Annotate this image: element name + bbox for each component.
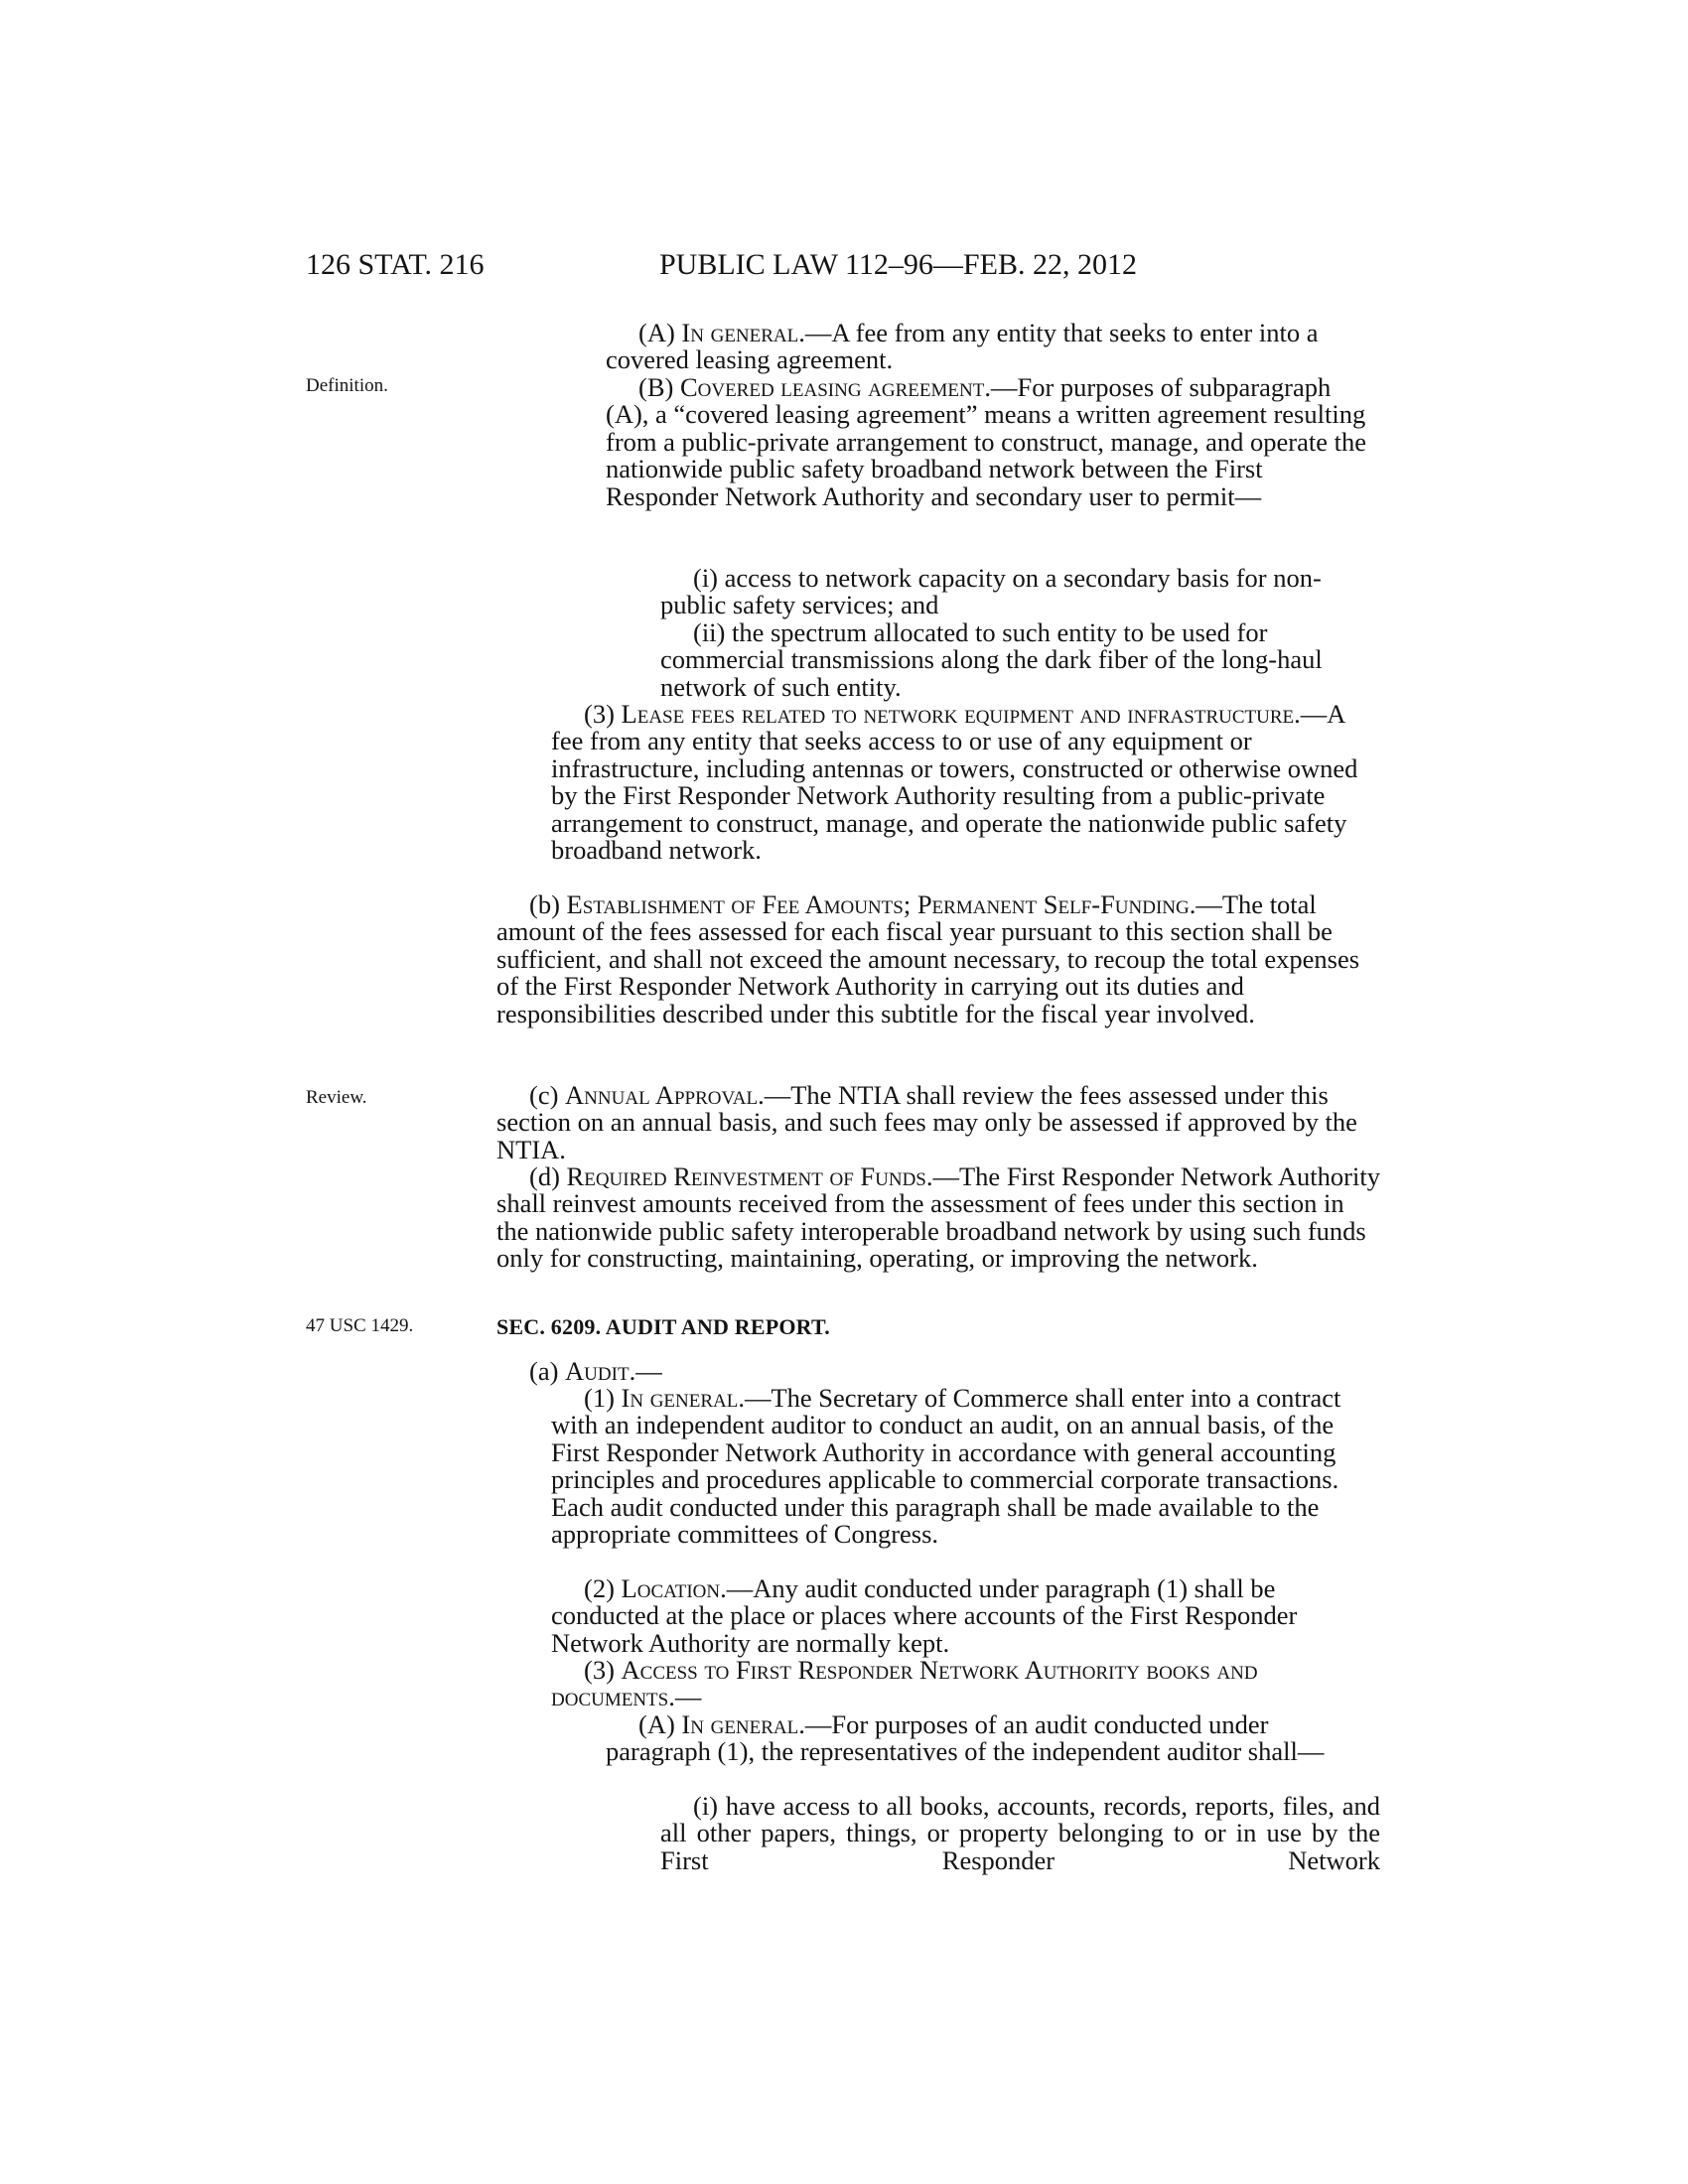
margin-note-definition: Definition.: [306, 375, 388, 396]
heading-in-general: In general: [621, 1383, 739, 1413]
heading-audit: Audit: [565, 1356, 630, 1386]
heading-establishment-of-fee-amounts: Establishment of Fee Amounts; Permanent Self-Funding: [566, 889, 1190, 919]
para-a3-A: (A) In general.—For purposes of an audit conducted under paragraph (1), the representatives of the independent auditor shall—: [606, 1709, 1325, 1767]
heading-access-to-books: Access to First Responder Network Authority books and documents: [551, 1655, 1258, 1712]
subsection-b: (b) Establishment of Fee Amounts; Permanent Self-Funding.—The total amount of the fees assessed for each fiscal year pursuant to this section shall be sufficient, and shall not exceed the amount necessary, to recoup the total expenses of the First Responder Network Authority in carrying out its duties and responsibilities described under this subtitle for the fiscal year involved.: [496, 889, 1360, 1028]
subsection-d: (d) Required Reinvestment of Funds.—The First Responder Network Authority shall reinvest amounts received from the assessment of fees under this section in the nationwide public safety interoperable broadband network by using such funds only for constructing, maintaining, operating, or improving the network.: [496, 1161, 1380, 1274]
para-a2-A: (A) In general.—A fee from any entity that seeks to enter into a covered leasing agreement.: [606, 318, 1319, 375]
heading-covered-leasing-agreement: Covered leasing agreement: [679, 372, 985, 402]
heading-location: Location: [621, 1573, 721, 1603]
para-a1-in-general: (1) In general.—The Secretary of Commerce shall enter into a contract with an independent auditor to conduct an audit, on an annual basis, of the First Responder Network Authority in accordance with general accounting principles and procedures applicable to commercial corporate transactions. Each audit conducted under this paragraph shall be made available to the appropriate committees of Congress.: [551, 1383, 1341, 1550]
margin-note-review: Review.: [306, 1087, 367, 1108]
para-a3-lease-fees: (3) Lease fees related to network equipment and infrastructure.—A fee from any entity that seeks access to or use of any equipment or infrastructure, including antennas or towers, constructed or otherwise owned by the First Responder Network Authority resulting from a public-private arrangement to construct, manage, and operate the nationwide public safety broadband network.: [551, 699, 1358, 866]
para-a3-access: (3) Access to First Responder Network Authority books and documents.—: [551, 1655, 1258, 1712]
heading-annual-approval: Annual Approval: [565, 1080, 759, 1110]
para-a2-location: (2) Location.—Any audit conducted under paragraph (1) shall be conducted at the place or places where accounts of the First Responder Network Authority are normally kept.: [551, 1573, 1298, 1658]
heading-lease-fees: Lease fees related to network equipment and infrastructure: [621, 699, 1295, 729]
para-a2-B: (B) Covered leasing agreement.—For purposes of subparagraph (A), a “covered leasing agreement” means a written agreement resulting from a public-private arrangement to construct, manage, and operate the nationwide public safety broadband network between the First Responder Network Authority and secondary user to permit—: [606, 372, 1366, 511]
clause-i: (i) access to network capacity on a secondary basis for non-public safety services; and: [660, 563, 1322, 620]
page-stat-number: 126 STAT. 216: [306, 248, 485, 281]
margin-note-usc: 47 USC 1429.: [306, 1315, 414, 1336]
subsection-a-audit: (a) Audit.—: [529, 1356, 662, 1386]
clause-a3-A-i: (i) have access to all books, accounts, records, reports, files, and all other papers, things, or property belonging to or in use by the First Responder Network: [660, 1791, 1380, 1875]
heading-in-general: In general: [681, 318, 799, 347]
subsection-c: (c) Annual Approval.—The NTIA shall review the fees assessed under this section on an annual basis, and such fees may only be assessed if approved by the NTIA.: [496, 1080, 1357, 1164]
heading-required-reinvestment: Required Reinvestment of Funds: [566, 1161, 926, 1191]
clause-ii: (ii) the spectrum allocated to such entity to be used for commercial transmissions along the dark fiber of the long-haul network of such entity.: [660, 617, 1323, 702]
section-heading: SEC. 6209. AUDIT AND REPORT.: [496, 1314, 830, 1339]
heading-in-general: In general: [681, 1709, 799, 1739]
running-header: PUBLIC LAW 112–96—FEB. 22, 2012: [659, 248, 1137, 281]
